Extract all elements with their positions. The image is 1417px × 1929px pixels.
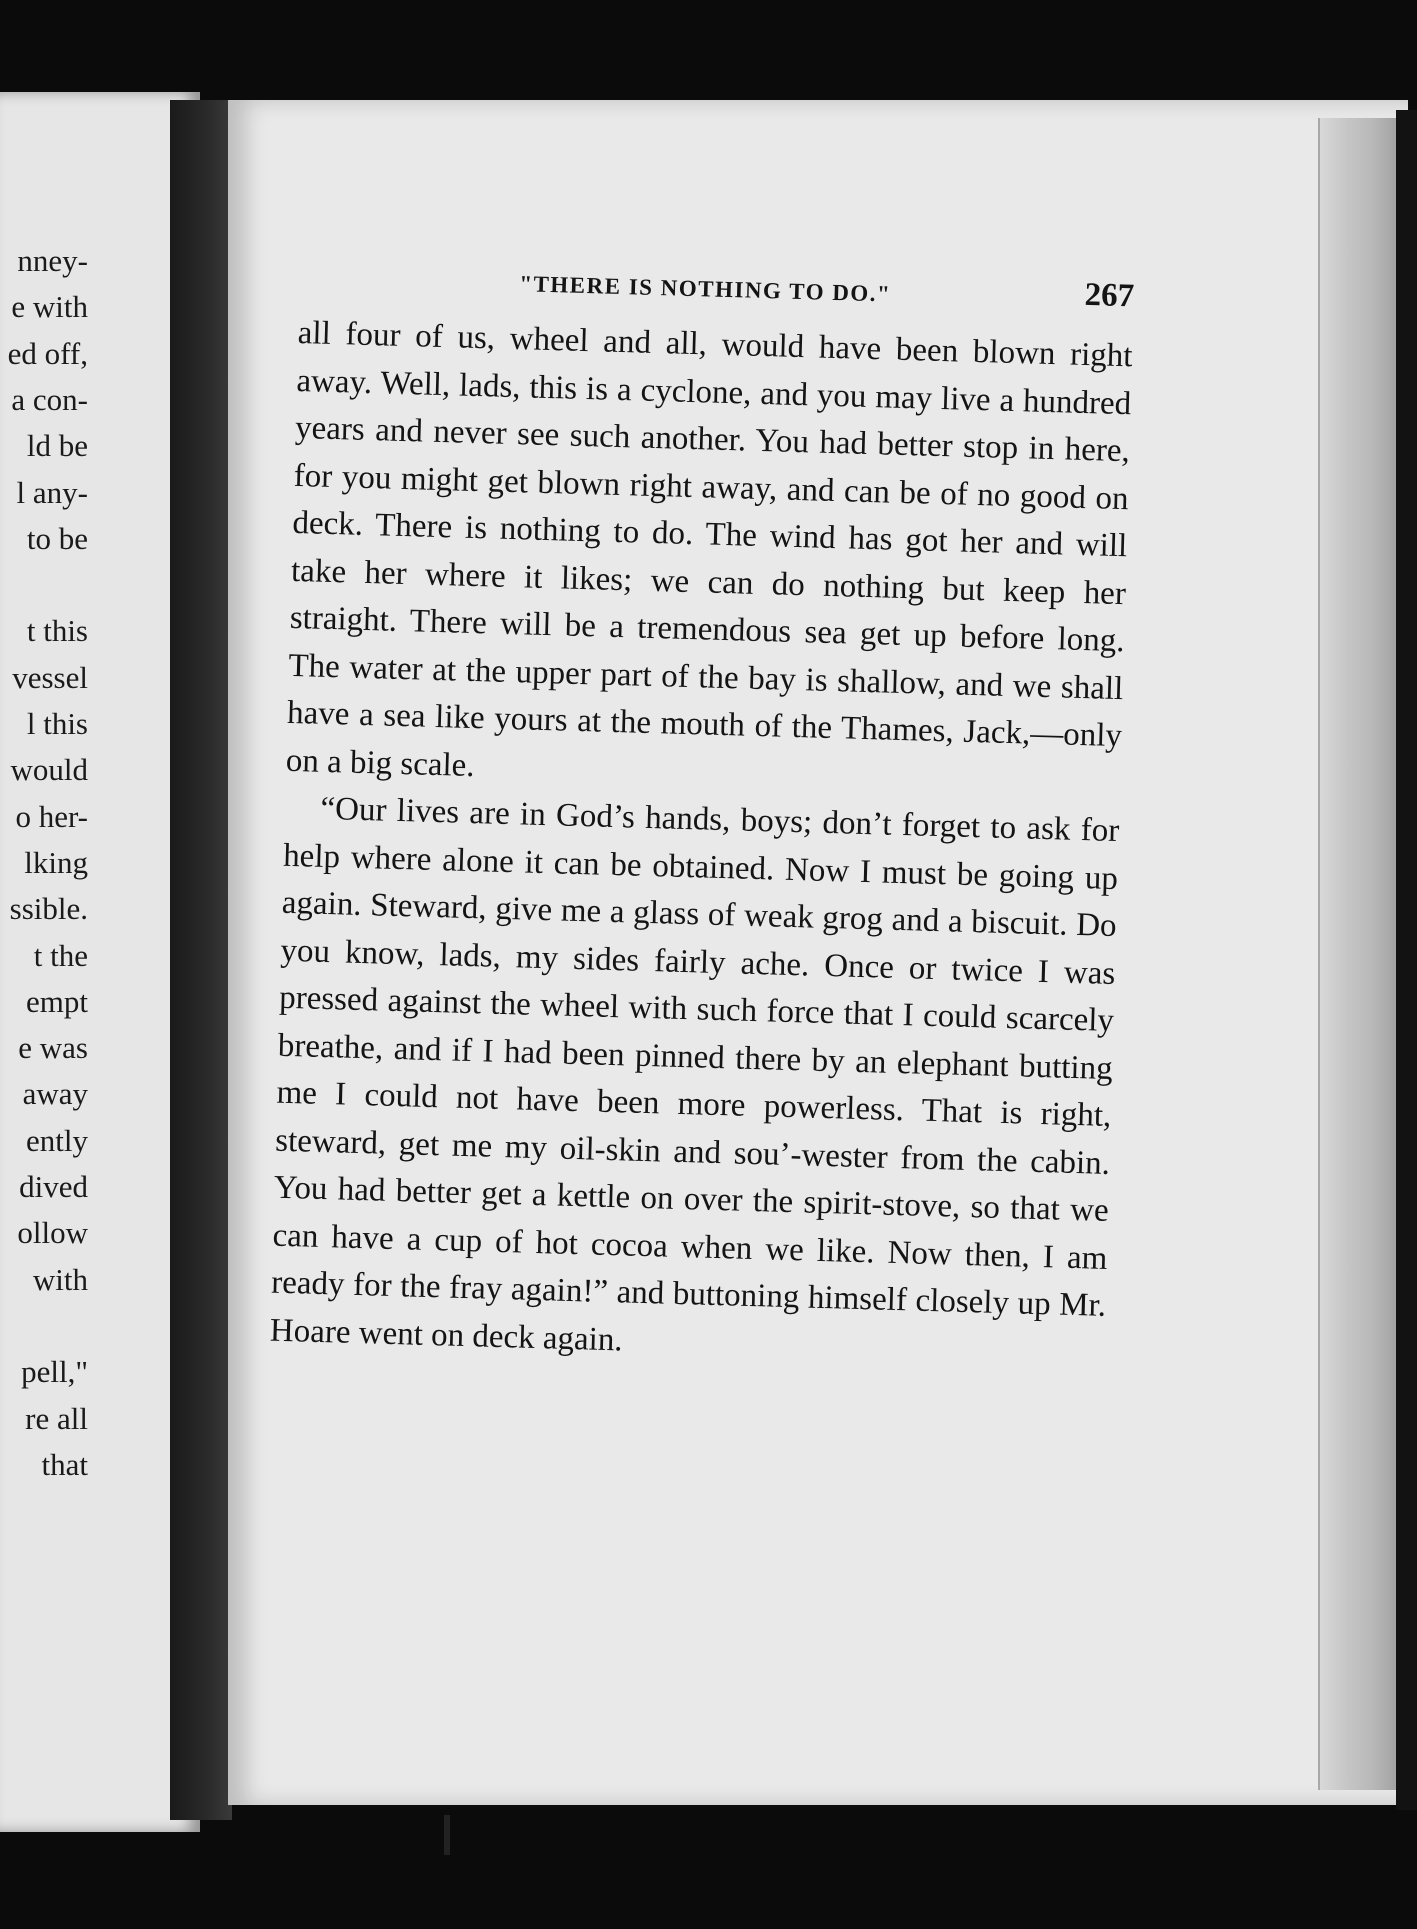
left-page-line: away — [22, 1076, 88, 1112]
left-page-line: ollow — [17, 1215, 88, 1251]
left-page-line: o her- — [15, 798, 88, 834]
left-page-line: dived — [19, 1169, 88, 1204]
left-page-line: e with — [11, 289, 88, 325]
left-page-line: with — [32, 1261, 88, 1297]
book-spine — [170, 100, 232, 1820]
left-page-line: ed off, — [7, 335, 88, 371]
left-page-line: vessel — [12, 659, 88, 695]
page-content — [269, 255, 1134, 1378]
left-page-line: that — [41, 1446, 88, 1482]
left-page-line: t this — [26, 613, 88, 649]
page-number: 267 — [1084, 276, 1135, 315]
left-page-text — [0, 92, 88, 1832]
left-page-line: nney- — [17, 243, 88, 278]
left-page-line: l this — [26, 706, 88, 741]
left-page-line: would — [10, 752, 88, 788]
left-page-line: to be — [26, 520, 88, 556]
left-page-line: ssible. — [9, 891, 88, 927]
page-edges — [1318, 118, 1406, 1790]
running-head: "THERE IS NOTHING TO DO." — [518, 271, 892, 307]
paragraph: all four of us, wheel and all, would have been blown right away. Well, lads, this is a cyclone, and you may live a hundred years and never see such another. You had better stop in here, for you might get blown right away, and can be of no good on deck. There is nothing to do. The wind has got her and will take her where it likes; we can do nothing but keep her straight. There will be a tremendous sea get up before long. The water at the upper part of the bay is shallow, and we shall have a sea like yours at the mouth of the Thames, Jack,—only on a big scale. — [285, 314, 1133, 784]
book-cover-edge — [1396, 110, 1417, 1810]
left-page-line: t the — [33, 937, 88, 973]
paragraph: “Our lives are in God’s hands, boys; don’t forget to ask for help where alone it can be obtained. Now I must be going up again. Steward, give me a glass of weak grog and a biscuit. Do you know, lads, my sides fairly ache. Once or twice I was pressed against the wheel with such force that I could scarcely breathe, and if I had been pinned there by an elephant butting me I could not have been more powerless. That is right, steward, get me my oil-skin and sou’-wester from the cabin. You had better get a kettle on over the spirit-stove, so that we can have a cup of hot cocoa when we like. Now then, I am ready for the fray again!” and buttoning himself closely up Mr. Hoare went on deck again. — [269, 790, 1120, 1358]
left-page-line: pell," — [21, 1354, 88, 1390]
left-page-line: ld be — [26, 428, 88, 464]
left-page-line: e was — [18, 1030, 88, 1066]
left-page-line: ently — [26, 1122, 88, 1158]
left-page-line: empt — [26, 983, 88, 1019]
binding-thread — [444, 1815, 450, 1855]
left-page-line: re all — [25, 1400, 88, 1436]
left-page-line: a con- — [11, 381, 88, 417]
left-page-line: l any- — [16, 474, 88, 510]
left-page-line: lking — [24, 844, 88, 880]
